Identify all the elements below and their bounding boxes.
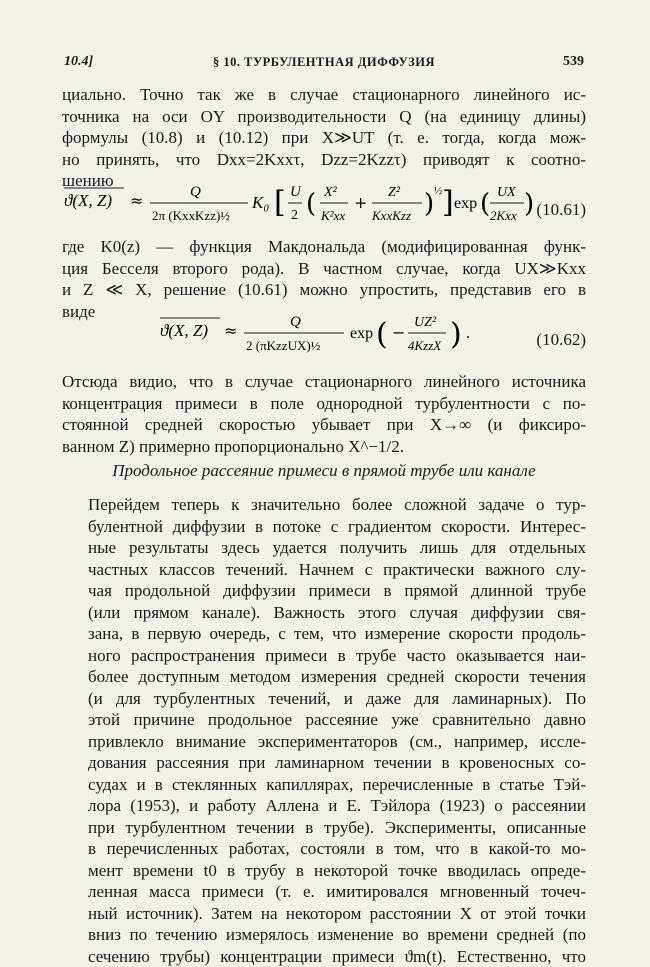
text-line: более доступным методом измерения средней скорости течения	[62, 666, 586, 688]
text-line: ного распространения примеси в трубе часто оказывается наи-	[62, 645, 586, 667]
approx-sign: ≈	[224, 321, 237, 340]
exp-paren-open: (	[480, 189, 490, 219]
text-line: привлекло внимание экспериментаторов (см., например, иссле-	[62, 731, 586, 753]
running-title: § 10. ТУРБУЛЕНТНАЯ ДИФФУЗИЯ	[64, 55, 584, 70]
uz-squared: UZ²	[414, 315, 437, 330]
equation-10-62	[62, 308, 586, 368]
text-line: виде	[62, 301, 586, 323]
four-kzz-x: 4KzzX	[408, 338, 442, 353]
page-number: 539	[563, 54, 584, 70]
two-kxx: 2Kxx	[490, 208, 517, 223]
kxx-kzz: KxxKzz	[371, 208, 411, 223]
text-line: концентрация примеси в поле однородной турбулентности с по-	[62, 393, 586, 415]
text-line: но принять, что Dxx=2Kxxτ, Dzz=2Kzzτ) приводят к соотно-	[62, 149, 586, 171]
text-line: где K0(z) — функция Макдональда (модифицированная функ-	[62, 236, 586, 258]
text-line: ванном Z) примерно пропорционально X^−1/2.	[62, 436, 586, 458]
ux: UX	[497, 185, 516, 200]
minus-sign: −	[392, 323, 405, 342]
text-line: Отсюда видио, что в случае стационарного линейного источника	[62, 371, 586, 393]
eq2-denominator: 2 (πKzzUX)½	[246, 338, 321, 353]
equation-number: (10.62)	[536, 330, 586, 350]
frac-u: U	[290, 184, 302, 200]
text-line: точника на оси OY производительности Q (на единицу длины)	[62, 106, 586, 128]
paren-open: (	[376, 317, 388, 352]
text-line: шению	[62, 170, 586, 192]
text-line: (или прямом канале). Важность этого случая диффузии свя-	[62, 602, 586, 624]
paragraph-1	[62, 84, 586, 192]
period: .	[466, 325, 470, 342]
eq1-lhs: ϑ(X, Z)	[64, 191, 112, 210]
text-line: зана, в первую очередь, с тем, что измерение скорости продоль-	[62, 623, 586, 645]
text-line: частных классов течений. Начнем с практически важного слу-	[62, 559, 586, 581]
frac-2: 2	[291, 208, 298, 223]
equation-10-62-graphic	[62, 308, 532, 368]
paren-close: )	[450, 317, 462, 352]
bracket-open: [	[274, 185, 286, 220]
eq1-numerator: Q	[190, 184, 201, 200]
text-line: ленная масса примеси (т. е. имитировался мгновенный точеч-	[62, 881, 586, 903]
paragraph-3	[62, 371, 586, 457]
paragraph-4	[62, 494, 586, 967]
equation-number: (10.61)	[536, 200, 586, 220]
text-line: этой причине продольное рассеяние уже сравнительно давно	[62, 709, 586, 731]
text-line: дования рассеяния при ламинарном течении в кровеносных со-	[62, 752, 586, 774]
approx-sign: ≈	[130, 191, 143, 210]
text-line: (и для турбулентных течений, и даже для ламинарных). По	[62, 688, 586, 710]
x-squared: X²	[323, 185, 338, 200]
text-line: чая продольной диффузии примеси в прямой длинной трубе	[62, 580, 586, 602]
plus-sign: +	[354, 193, 367, 212]
text-line: мент времени t0 в трубу в некоторой точке вводилась опреде-	[62, 860, 586, 882]
eq2-numerator: Q	[290, 314, 301, 330]
text-line: ный источник). Затем на некотором расстоянии X от этой точки	[62, 903, 586, 925]
text-line: при турбулентном течении в трубе). Эксперименты, описанные	[62, 817, 586, 839]
eq1-denominator: 2π (KxxKzz)½	[152, 208, 230, 223]
text-line: формулы (10.8) и (10.12) при X≫UT (т. е. тогда, когда мож-	[62, 127, 586, 149]
text-line: сечению трубы) концентрации примеси ϑm(t). Естественно, что	[62, 946, 586, 967]
text-line: лора (1953), и работу Аллена и Е. Тэйлора (1923) о рассеянии	[62, 795, 586, 817]
eq2-lhs: ϑ(X, Z)	[160, 321, 208, 340]
text-line: вниз по течению измерялось изменение во времени средней (по	[62, 924, 586, 946]
bracket-close: ]	[442, 185, 454, 220]
equation-10-61-graphic	[62, 178, 532, 238]
z-squared: Z²	[388, 185, 401, 200]
text-line: судах и в стеклянных капиллярах, перечисленные в статье Тэй-	[62, 774, 586, 796]
text-line: ные результаты здесь удается получить лишь для отдельных	[62, 537, 586, 559]
paren-close: )	[424, 189, 434, 219]
paren-open: (	[306, 189, 316, 219]
text-line: булентной диффузии в потоке с градиентом скорости. Интерес-	[62, 516, 586, 538]
section-number: 10.4]	[64, 54, 93, 70]
text-line: циально. Точно так же в случае стационарного линейного ис-	[62, 84, 586, 106]
text-line: и Z ≪ X, решение (10.61) можно упростить, представив его в	[62, 279, 586, 301]
exp-paren-close: )	[524, 189, 534, 219]
power-half: ½	[434, 185, 442, 197]
bessel-k0: K₀	[251, 193, 269, 212]
exp-label: exp	[454, 195, 477, 212]
section-heading: Продольное рассеяние примеси в прямой трубе или канале	[62, 461, 586, 481]
page-header	[64, 54, 584, 76]
equation-10-61	[62, 178, 586, 238]
text-line: Перейдем теперь к значительно более сложной задаче о тур-	[62, 494, 586, 516]
kxx-squared: K²xx	[320, 208, 345, 223]
text-line: в перечисленных работах, состояли в том, что в какой-то мо-	[62, 838, 586, 860]
text-line: стоянной средней скоростью убывает при X→∞ (и фиксиро-	[62, 414, 586, 436]
text-line: ция Бесселя второго рода). В частном случае, когда UX≫Kxx	[62, 258, 586, 280]
exp-label: exp	[350, 325, 373, 342]
